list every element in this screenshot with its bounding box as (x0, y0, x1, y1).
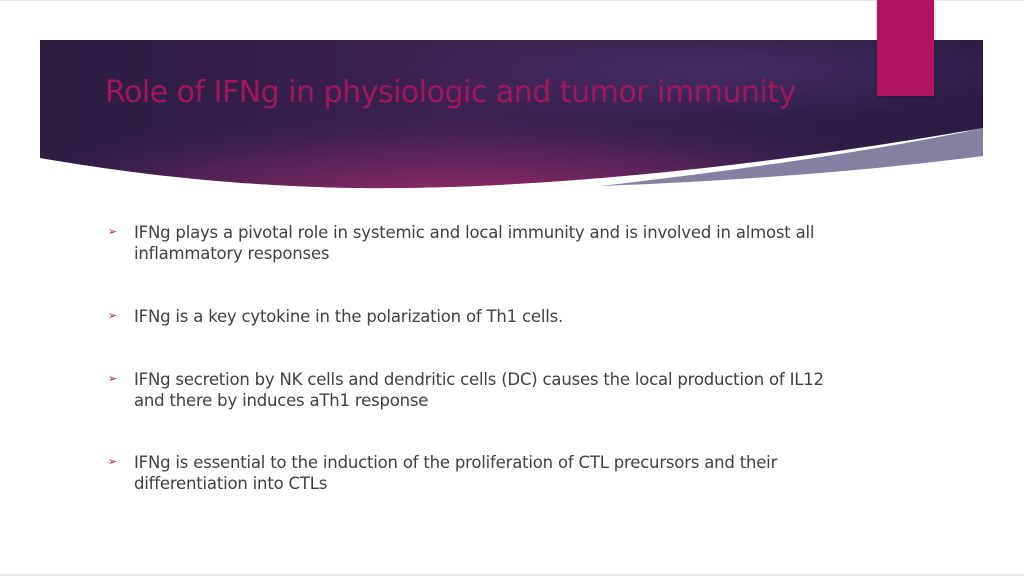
bullet-item (108, 222, 828, 264)
slide-title: Role of IFNg in physiologic and tumor immunity (105, 75, 796, 110)
arrow-bullet-icon: ➢ (108, 455, 118, 468)
arrow-bullet-icon: ➢ (108, 225, 118, 238)
bullet-text: IFNg secretion by NK cells and dendritic cells (DC) causes the local production of IL12 and there by induces aTh1 response (134, 370, 824, 410)
bullet-text: IFNg is essential to the induction of the proliferation of CTL precursors and their differentiation into CTLs (134, 453, 778, 493)
arrow-bullet-icon: ➢ (108, 372, 118, 385)
bullet-text: IFNg is a key cytokine in the polarization of Th1 cells. (134, 307, 564, 326)
bullet-item (108, 306, 828, 327)
bullet-item (108, 369, 828, 411)
bullet-text: IFNg plays a pivotal role in systemic and local immunity and is involved in almost all inflammatory responses (134, 223, 815, 263)
bullet-item (108, 452, 828, 494)
arrow-bullet-icon: ➢ (108, 309, 118, 322)
